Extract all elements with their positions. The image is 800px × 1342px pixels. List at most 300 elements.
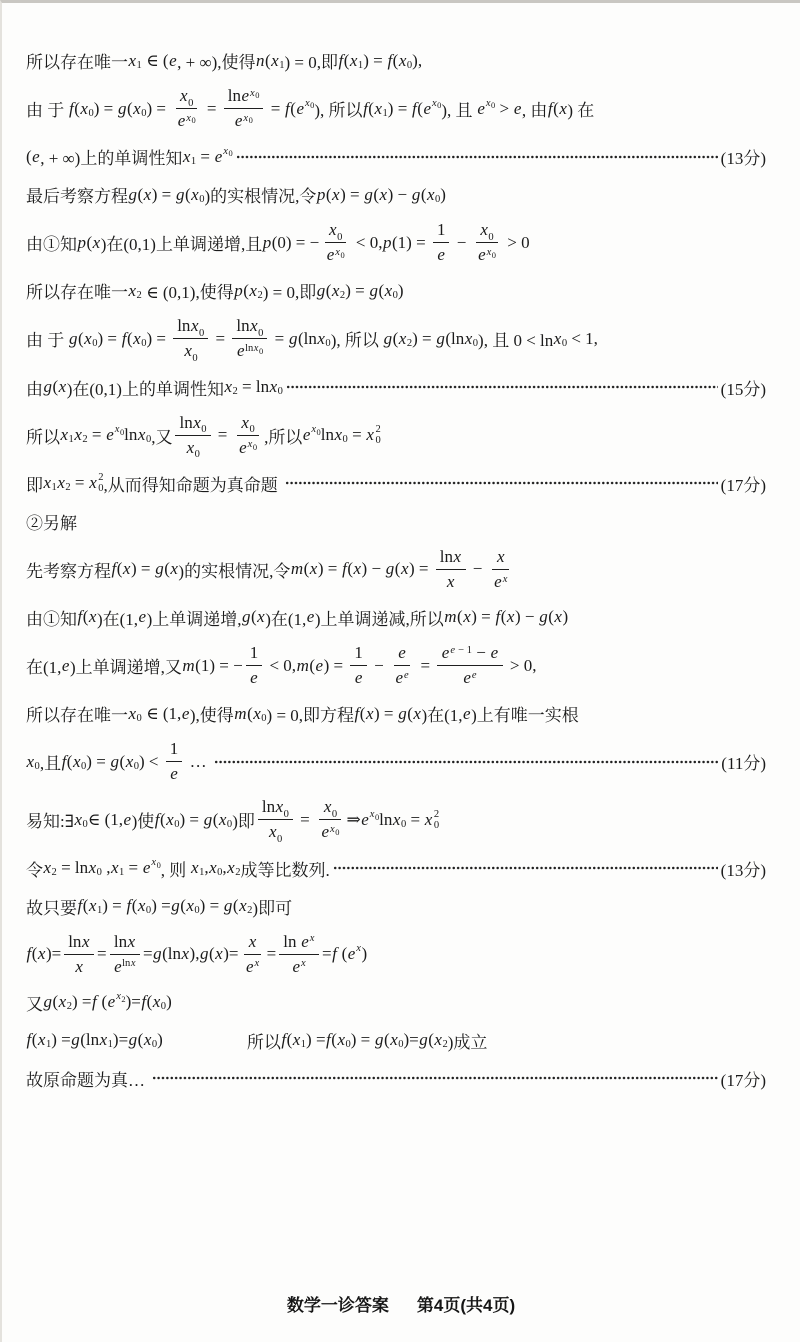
subscript bbox=[249, 115, 253, 125]
math-var: x bbox=[191, 184, 199, 204]
math-var: x bbox=[128, 280, 137, 300]
superscript bbox=[254, 958, 260, 969]
subscript bbox=[261, 713, 266, 724]
math-var: x bbox=[84, 328, 92, 348]
subscript bbox=[233, 386, 238, 397]
math-var: x bbox=[99, 1030, 108, 1050]
superscript bbox=[356, 943, 362, 954]
math-line-20 bbox=[26, 931, 766, 978]
math-var: x bbox=[74, 809, 82, 829]
subscript bbox=[407, 60, 412, 71]
text: ( bbox=[290, 98, 296, 118]
numerator bbox=[176, 85, 198, 109]
fraction bbox=[246, 642, 263, 689]
text: ) = bbox=[374, 703, 398, 723]
text: (17分) bbox=[720, 1070, 766, 1090]
denominator bbox=[350, 666, 367, 689]
text: )成立 bbox=[447, 1032, 488, 1052]
text: = bbox=[213, 425, 232, 445]
math-var: e bbox=[395, 668, 403, 688]
text: ( bbox=[428, 1030, 434, 1050]
text: ln bbox=[68, 931, 82, 951]
math-var: x bbox=[128, 50, 137, 70]
text: 0 bbox=[141, 107, 147, 119]
math-var: g bbox=[171, 896, 180, 915]
math-var: x bbox=[186, 112, 191, 124]
text: 0 bbox=[98, 483, 104, 495]
subscript bbox=[188, 98, 193, 109]
text: , bbox=[222, 858, 227, 877]
denominator bbox=[233, 339, 268, 362]
numerator bbox=[64, 931, 94, 955]
text: 0 bbox=[345, 1039, 351, 1051]
text: ln bbox=[245, 343, 254, 355]
text: 由①知 bbox=[26, 609, 77, 629]
text: ( bbox=[347, 559, 353, 579]
text: 所以存在唯一 bbox=[26, 283, 128, 303]
subscript bbox=[67, 1001, 72, 1012]
text: ( bbox=[131, 896, 138, 915]
text: ,又 bbox=[151, 427, 173, 447]
denominator bbox=[433, 243, 450, 266]
subscript bbox=[358, 60, 363, 71]
math-var: x bbox=[186, 437, 195, 457]
superscript bbox=[311, 424, 321, 435]
text: ln bbox=[261, 797, 276, 817]
math-var: g bbox=[155, 559, 164, 579]
math-var: f bbox=[285, 98, 290, 118]
text: ( bbox=[243, 280, 249, 300]
math-line-19 bbox=[26, 893, 766, 920]
page-footer bbox=[2, 1291, 800, 1316]
text: 1 bbox=[436, 220, 446, 240]
text: 0 bbox=[194, 449, 200, 461]
math-var: e bbox=[463, 703, 471, 723]
text: = bbox=[196, 146, 215, 166]
text: (ln bbox=[80, 1030, 100, 1050]
math-var: x bbox=[250, 316, 258, 336]
text: = bbox=[266, 944, 277, 964]
text: 0 bbox=[374, 811, 380, 822]
text: (13分) bbox=[720, 860, 766, 880]
math-var: x bbox=[257, 607, 265, 627]
subscript bbox=[435, 194, 440, 205]
subscript bbox=[92, 338, 97, 349]
math-var: x bbox=[127, 931, 136, 951]
text: ( bbox=[212, 809, 219, 829]
math-var: x bbox=[218, 809, 227, 829]
text: ln bbox=[122, 958, 131, 970]
text: ), 且 bbox=[441, 101, 477, 121]
superscript bbox=[404, 670, 410, 681]
subscript bbox=[278, 386, 283, 397]
subscript bbox=[141, 108, 146, 119]
text: ( bbox=[286, 1030, 293, 1050]
text: ( bbox=[31, 944, 38, 964]
text: ) = bbox=[151, 184, 176, 204]
subscript bbox=[52, 482, 57, 493]
subscript bbox=[191, 115, 195, 125]
subscript bbox=[121, 994, 125, 1004]
text: ) = bbox=[409, 559, 433, 579]
text: 0 bbox=[561, 338, 568, 350]
math-var: e bbox=[107, 992, 116, 1012]
text: 所以 bbox=[246, 1032, 281, 1052]
subscript bbox=[201, 424, 206, 435]
text: ) = bbox=[130, 559, 155, 579]
math-var: g bbox=[436, 328, 445, 348]
text: ( bbox=[337, 944, 348, 964]
subscript bbox=[119, 867, 124, 878]
math-var: x bbox=[133, 98, 141, 118]
math-var: x bbox=[480, 220, 488, 240]
math-var: e bbox=[463, 668, 471, 688]
math-var: e bbox=[423, 98, 431, 118]
math-var: e bbox=[494, 571, 502, 591]
fraction bbox=[322, 219, 348, 266]
math-var: x bbox=[182, 146, 191, 166]
text: (ln bbox=[297, 328, 317, 348]
math-var: x bbox=[275, 797, 284, 817]
math-var: x bbox=[248, 931, 257, 951]
text: ) = bbox=[340, 184, 364, 204]
subscript bbox=[137, 713, 142, 724]
denominator bbox=[490, 570, 512, 593]
math-var: g bbox=[43, 992, 52, 1012]
text: ) = bbox=[471, 607, 496, 627]
math-var: e bbox=[292, 956, 301, 976]
math-line-9 bbox=[26, 412, 766, 459]
fraction bbox=[166, 738, 183, 785]
text: )即可 bbox=[252, 898, 293, 918]
math-var: e bbox=[250, 668, 258, 688]
numerator bbox=[244, 931, 261, 955]
math-var: x bbox=[180, 86, 188, 105]
math-var: p bbox=[316, 184, 326, 204]
text: 1 bbox=[136, 59, 142, 71]
math-var: x bbox=[356, 943, 361, 955]
dot-leader bbox=[152, 1069, 717, 1087]
math-var: x bbox=[506, 607, 515, 627]
math-var: f bbox=[326, 1030, 331, 1050]
subscript bbox=[134, 761, 139, 772]
math-var: e bbox=[477, 98, 485, 118]
subscript bbox=[199, 867, 204, 878]
text: 1 bbox=[118, 867, 125, 879]
math-var: x bbox=[58, 992, 67, 1012]
math-var: e bbox=[237, 341, 245, 361]
math-var: e bbox=[404, 669, 409, 681]
text: ( bbox=[52, 377, 59, 397]
math-var: x bbox=[191, 858, 199, 877]
text: , + ∞)上的单调性知 bbox=[40, 149, 183, 169]
math-line-17 bbox=[26, 796, 766, 846]
math-var: f bbox=[363, 98, 368, 118]
text: = bbox=[406, 809, 425, 829]
text: − 1 bbox=[455, 644, 472, 656]
math-var: x bbox=[353, 559, 362, 579]
text: ( bbox=[392, 328, 399, 348]
text: ( bbox=[208, 944, 215, 964]
text: ( bbox=[417, 98, 423, 118]
math-var: g bbox=[539, 607, 548, 627]
text: (17分) bbox=[720, 475, 766, 495]
text: ) = bbox=[146, 98, 171, 118]
text: ) bbox=[397, 280, 404, 300]
math-var: g bbox=[375, 1030, 384, 1050]
subscript bbox=[199, 328, 204, 339]
text: 1 bbox=[96, 905, 103, 917]
dot-leader bbox=[236, 148, 718, 166]
text: 由①知 bbox=[26, 235, 77, 255]
subscript bbox=[195, 449, 200, 460]
math-var: x bbox=[249, 280, 257, 300]
text: 0 bbox=[400, 819, 407, 831]
text: ( bbox=[384, 1030, 390, 1050]
text: ( bbox=[86, 232, 93, 252]
text: ( bbox=[251, 607, 257, 627]
numerator bbox=[246, 642, 263, 666]
text: ) bbox=[562, 607, 569, 627]
math-var: g bbox=[398, 703, 407, 723]
text: ) = bbox=[350, 1030, 375, 1050]
subscript bbox=[375, 812, 379, 822]
text: = bbox=[321, 944, 332, 964]
math-var: x bbox=[241, 412, 249, 432]
math-var: e bbox=[306, 607, 315, 627]
math-var: x bbox=[151, 857, 157, 869]
superscript bbox=[301, 958, 307, 969]
math-line-1 bbox=[26, 47, 766, 74]
text: ) = bbox=[71, 992, 92, 1012]
math-var: x bbox=[80, 98, 88, 118]
text: 所以存在唯一 bbox=[26, 53, 128, 72]
superscript bbox=[431, 98, 441, 109]
text: ) = bbox=[102, 896, 126, 915]
text: ( bbox=[97, 992, 108, 1012]
stack-sub bbox=[434, 820, 439, 831]
text: ) = bbox=[306, 1030, 326, 1050]
sup-sub-stack bbox=[374, 424, 380, 446]
text: > bbox=[495, 98, 514, 118]
text: = ln bbox=[56, 858, 89, 877]
text: 即 bbox=[26, 475, 43, 495]
math-var: m bbox=[290, 559, 304, 579]
math-var: x bbox=[400, 559, 409, 579]
text: 0 bbox=[194, 905, 200, 917]
subscript bbox=[343, 434, 348, 445]
math-var: x bbox=[369, 809, 375, 821]
text: 0 bbox=[258, 328, 264, 340]
text: ( bbox=[359, 703, 366, 723]
math-var: x bbox=[125, 751, 134, 771]
text: )上单调递增, bbox=[146, 609, 242, 629]
math-var: g bbox=[364, 184, 373, 204]
math-var: x bbox=[223, 145, 228, 157]
text: )在(0,1)上的单调性知 bbox=[66, 379, 224, 399]
math-var: f bbox=[61, 751, 67, 771]
text: (13分) bbox=[720, 149, 766, 169]
text: 1 bbox=[68, 434, 74, 446]
text: ( bbox=[137, 184, 144, 204]
text: ) = bbox=[345, 280, 369, 300]
subscript bbox=[491, 100, 495, 110]
numerator bbox=[436, 546, 466, 570]
text: ,且 bbox=[39, 754, 62, 774]
text: = bbox=[347, 425, 366, 445]
text: 0 bbox=[226, 819, 233, 831]
math-var: x bbox=[317, 328, 325, 348]
text: 0 bbox=[96, 867, 102, 879]
subscript bbox=[199, 194, 204, 205]
numerator bbox=[394, 642, 411, 666]
superscript bbox=[450, 645, 472, 656]
math-var: x bbox=[424, 809, 433, 829]
denominator bbox=[235, 436, 261, 459]
math-var: x bbox=[193, 412, 201, 432]
text: < 0, bbox=[351, 232, 383, 252]
math-line-2 bbox=[26, 85, 766, 132]
math-var: x bbox=[190, 316, 199, 336]
math-var: x bbox=[332, 184, 340, 204]
denominator bbox=[173, 109, 199, 132]
subscript bbox=[473, 338, 478, 349]
text: 0 bbox=[88, 107, 94, 119]
text: 0 bbox=[156, 859, 161, 870]
subscript bbox=[488, 232, 493, 243]
text: − bbox=[472, 642, 491, 662]
math-var: x bbox=[60, 425, 69, 445]
footer-doc-title: 数学一诊答案 bbox=[286, 1296, 389, 1315]
math-var: x bbox=[559, 98, 567, 118]
text: 0 bbox=[488, 231, 494, 243]
text: )的实根情况,令 bbox=[204, 187, 317, 207]
text: ( bbox=[146, 992, 153, 1012]
text: ),使得 bbox=[189, 706, 234, 726]
math-var: x bbox=[292, 1030, 301, 1050]
text: 1 bbox=[107, 1039, 113, 1051]
text: ) − bbox=[387, 184, 412, 204]
math-line-3 bbox=[26, 143, 766, 170]
subscript bbox=[279, 60, 284, 71]
subscript bbox=[157, 860, 161, 870]
math-var: g bbox=[71, 1030, 80, 1050]
text: )= bbox=[403, 1030, 419, 1050]
stack-sup bbox=[434, 809, 439, 820]
math-var: g bbox=[411, 184, 421, 204]
text: = bbox=[70, 473, 89, 493]
text: , + ∞),使得 bbox=[177, 53, 256, 72]
math-var: x bbox=[137, 425, 146, 445]
text: ) = bbox=[97, 328, 122, 348]
subscript bbox=[235, 867, 240, 878]
math-var: e bbox=[302, 425, 311, 445]
math-var: g bbox=[242, 607, 251, 627]
text: = bbox=[143, 944, 153, 964]
math-var: x bbox=[215, 944, 223, 964]
subscript bbox=[152, 1039, 157, 1050]
superscript bbox=[304, 98, 314, 109]
text: 0 bbox=[133, 760, 140, 772]
text: ) = 0,即方程 bbox=[266, 706, 355, 726]
text: 故原命题为真… bbox=[26, 1070, 150, 1090]
math-var: x bbox=[384, 280, 393, 300]
text: 0 bbox=[283, 809, 289, 821]
math-var: x bbox=[57, 473, 65, 493]
denominator bbox=[264, 820, 286, 846]
math-var: x bbox=[81, 931, 90, 951]
math-var: x bbox=[485, 97, 491, 109]
text: ∈ (1, bbox=[87, 809, 124, 829]
math-var: x bbox=[75, 956, 83, 976]
subscript bbox=[301, 1039, 306, 1050]
numerator bbox=[476, 219, 498, 243]
text: 0 bbox=[340, 249, 345, 260]
subscript bbox=[88, 108, 93, 119]
text: ) = bbox=[51, 1030, 71, 1050]
text: ( bbox=[74, 98, 80, 118]
text: 0 bbox=[136, 712, 142, 724]
fraction bbox=[436, 546, 466, 593]
subscript bbox=[83, 819, 88, 830]
fraction bbox=[173, 85, 199, 132]
text: 先考察方程 bbox=[26, 561, 111, 581]
text: < 0, bbox=[265, 655, 297, 675]
text: )在(1, bbox=[96, 609, 139, 629]
text: (1) = − bbox=[195, 655, 243, 675]
superscript bbox=[114, 424, 124, 435]
math-line-4 bbox=[26, 181, 766, 208]
text: = bbox=[87, 425, 106, 445]
math-var: e bbox=[123, 809, 132, 829]
subscript bbox=[146, 434, 151, 445]
text: 2 bbox=[232, 386, 238, 398]
text: ( bbox=[394, 559, 401, 579]
text: = bbox=[96, 944, 107, 964]
math-var: e bbox=[181, 703, 190, 723]
text: ,从而得知命题为真命题 bbox=[103, 475, 283, 495]
denominator bbox=[442, 570, 459, 593]
subscript bbox=[69, 434, 74, 445]
math-var: x bbox=[453, 546, 462, 566]
text: ), bbox=[412, 50, 423, 70]
math-var: x bbox=[323, 797, 332, 817]
math-var: x bbox=[334, 425, 343, 445]
text: 又 bbox=[26, 994, 43, 1014]
math-var: x bbox=[434, 1030, 442, 1050]
math-var: x bbox=[239, 896, 247, 915]
subscript bbox=[191, 156, 196, 167]
text: ( bbox=[164, 559, 170, 579]
text: 0 bbox=[145, 905, 152, 917]
text: ,所以 bbox=[264, 427, 303, 447]
text: ln bbox=[236, 316, 250, 336]
text: 0 bbox=[192, 353, 198, 365]
dot-leader bbox=[286, 378, 718, 396]
subscript bbox=[346, 1039, 351, 1050]
subscript bbox=[97, 905, 102, 916]
subscript bbox=[284, 809, 289, 820]
text: ( bbox=[116, 559, 123, 579]
math-var: x bbox=[74, 425, 82, 445]
math-var: x bbox=[250, 87, 255, 99]
math-line-12 bbox=[26, 546, 766, 593]
denominator bbox=[246, 666, 263, 689]
text: 2 bbox=[136, 290, 142, 302]
math-line-18 bbox=[26, 855, 766, 882]
text: − bbox=[369, 655, 388, 675]
superscript bbox=[223, 146, 233, 157]
